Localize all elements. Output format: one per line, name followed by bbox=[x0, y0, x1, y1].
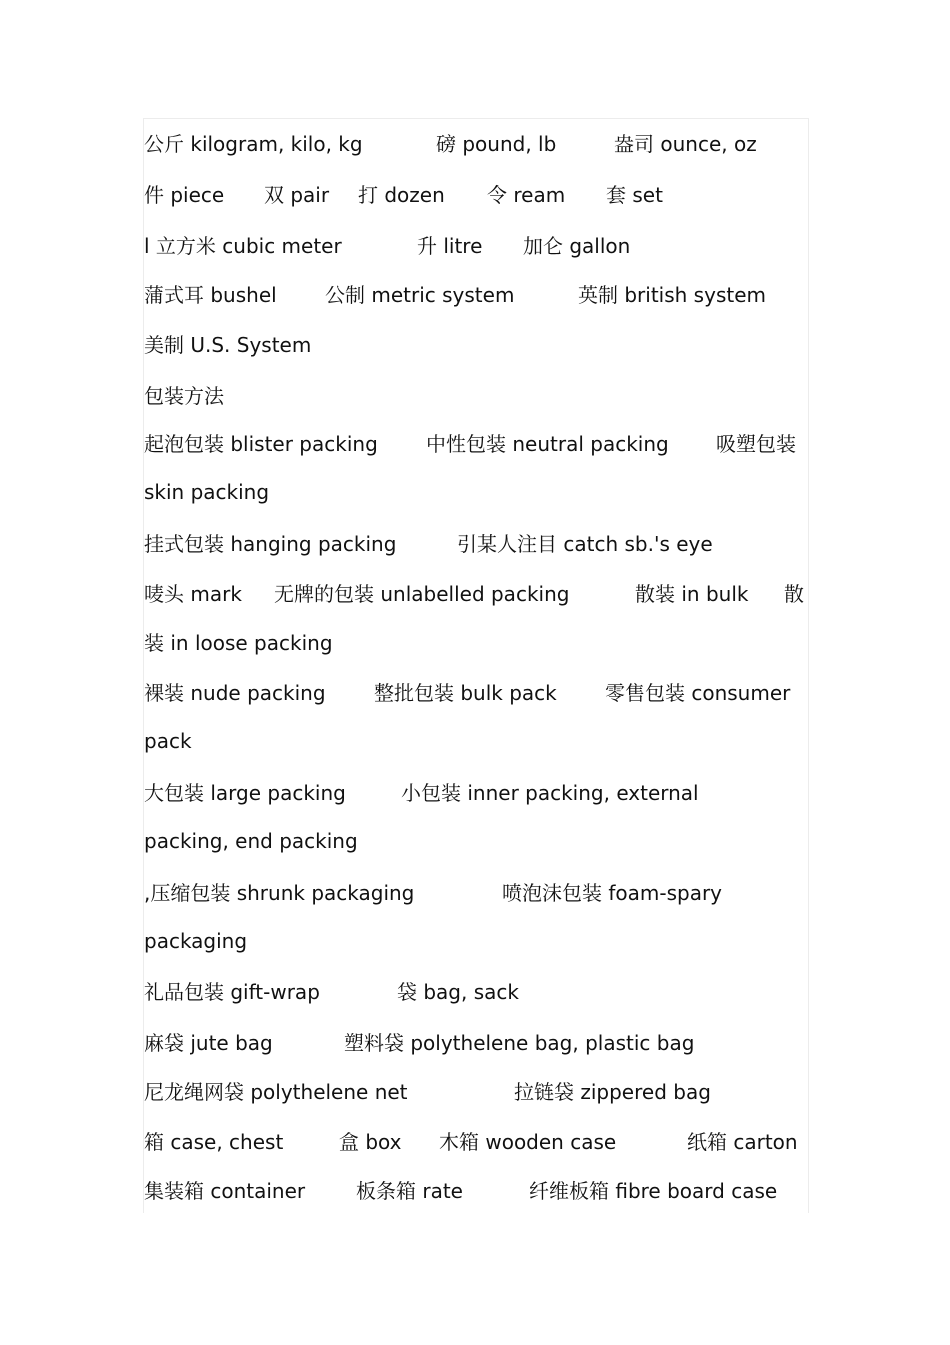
term: 拉链袋 zippered bag bbox=[514, 1080, 711, 1104]
term: 尼龙绳网袋 polythelene net bbox=[144, 1080, 408, 1104]
term: 磅 pound, lb bbox=[436, 132, 557, 156]
term: 中性包装 neutral packing bbox=[426, 432, 669, 456]
term: 装 in loose packing bbox=[144, 631, 333, 655]
term: 小包装 inner packing, external bbox=[401, 781, 699, 805]
term: skin packing bbox=[144, 480, 270, 504]
term: 打 dozen bbox=[358, 183, 445, 207]
term: 蒲式耳 bushel bbox=[144, 283, 277, 307]
term: 英制 british system bbox=[578, 283, 766, 307]
term: 挂式包装 hanging packing bbox=[144, 532, 397, 556]
term: 箱 case, chest bbox=[144, 1130, 284, 1154]
term: ,压缩包装 shrunk packaging bbox=[144, 881, 415, 905]
term: 裸装 nude packing bbox=[144, 681, 326, 705]
term: 盒 box bbox=[339, 1130, 402, 1154]
term: 令 ream bbox=[487, 183, 566, 207]
term: 盎司 ounce, oz bbox=[614, 132, 757, 156]
document-page bbox=[143, 118, 809, 1213]
term: 双 pair bbox=[264, 183, 330, 207]
heading-text: 包装方法 bbox=[144, 384, 224, 408]
term: 零售包装 consumer bbox=[605, 681, 791, 705]
term: 美制 U.S. System bbox=[144, 333, 312, 357]
term: 集装箱 container bbox=[144, 1179, 306, 1203]
term: 套 set bbox=[606, 183, 663, 207]
term: 板条箱 rate bbox=[356, 1179, 463, 1203]
term: 起泡包装 blister packing bbox=[144, 432, 378, 456]
term: 纤维板箱 fibre board case bbox=[529, 1179, 778, 1203]
term: pack bbox=[144, 729, 192, 753]
term: 升 litre bbox=[417, 234, 483, 258]
term: 散装 in bulk bbox=[635, 582, 749, 606]
term: 引某人注目 catch sb.'s eye bbox=[457, 532, 713, 556]
term: 喷泡沫包装 foam-spary bbox=[502, 881, 723, 905]
term: 吸塑包装 bbox=[716, 432, 796, 456]
term: 整批包装 bulk pack bbox=[374, 681, 557, 705]
term: 大包装 large packing bbox=[144, 781, 346, 805]
term: 礼品包装 gift-wrap bbox=[144, 980, 320, 1004]
term: 散 bbox=[784, 582, 804, 606]
term: 无牌的包装 unlabelled packing bbox=[274, 582, 570, 606]
term: 公斤 kilogram, kilo, kg bbox=[144, 132, 363, 156]
term: 塑料袋 polythelene bag, plastic bag bbox=[344, 1031, 695, 1055]
term: 公制 metric system bbox=[325, 283, 515, 307]
term: 纸箱 carton bbox=[687, 1130, 798, 1154]
term: packaging bbox=[144, 929, 248, 953]
term: packing, end packing bbox=[144, 829, 358, 853]
term: 麻袋 jute bag bbox=[144, 1031, 273, 1055]
term: 木箱 wooden case bbox=[439, 1130, 617, 1154]
term: 袋 bag, sack bbox=[397, 980, 519, 1004]
term: 唛头 mark bbox=[144, 582, 242, 606]
term: 件 piece bbox=[144, 183, 225, 207]
term: 加仑 gallon bbox=[523, 234, 631, 258]
term: l 立方米 cubic meter bbox=[144, 234, 342, 258]
